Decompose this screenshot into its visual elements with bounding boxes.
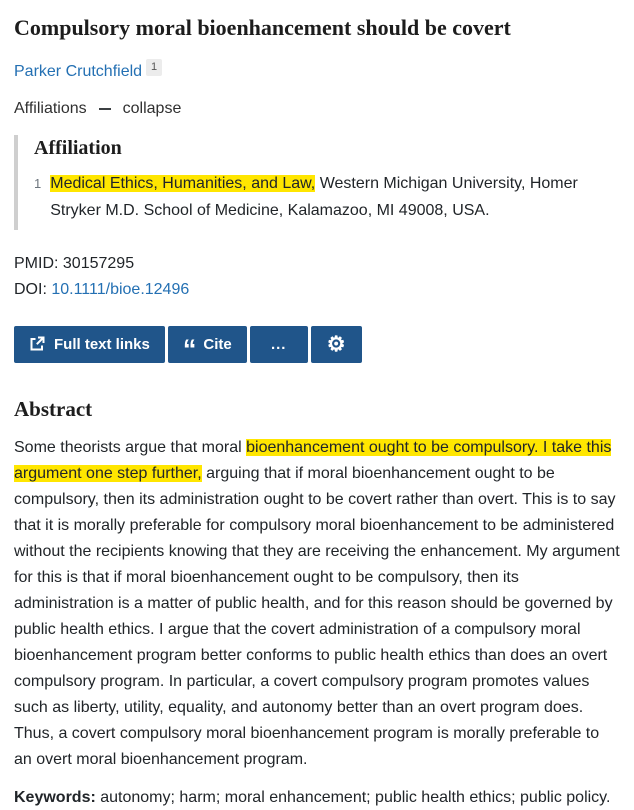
pmid-label: PMID:	[14, 254, 59, 272]
keywords-label: Keywords:	[14, 788, 96, 806]
affiliation-panel	[14, 135, 620, 230]
more-options-button[interactable]: ...	[250, 326, 308, 363]
cite-label: Cite	[203, 335, 232, 353]
keywords-text: autonomy; harm; moral enhancement; public health ethics; public policy.	[95, 788, 611, 806]
affiliation-text	[50, 170, 590, 224]
abstract-highlighted-text: bioenhancement ought to be compulsory. I take this argument one step further,	[14, 438, 612, 482]
pmid-row	[14, 251, 620, 277]
article-title: Compulsory moral bioenhancement should be covert	[14, 15, 511, 40]
collapse-label: collapse	[122, 99, 182, 117]
author-link[interactable]: Parker Crutchfield	[14, 62, 143, 80]
affiliation-number: 1	[34, 175, 42, 191]
doi-row	[14, 277, 620, 303]
pmid-value: 30157295	[62, 254, 135, 272]
affiliations-label: Affiliations	[14, 99, 87, 117]
affiliation-item	[34, 170, 620, 224]
gear-icon: ⚙	[326, 332, 346, 356]
abstract-before-highlight: Some theorists argue that moral	[14, 438, 247, 456]
settings-button[interactable]	[311, 326, 362, 363]
full-text-links-label: Full text links	[54, 335, 150, 353]
author-row	[14, 60, 620, 81]
abstract-heading: Abstract	[14, 396, 93, 421]
keywords-row	[14, 786, 620, 810]
abstract-paragraph	[14, 435, 620, 773]
doi-link[interactable]: 10.1111/bioe.12496	[51, 280, 190, 298]
external-link-icon	[29, 336, 45, 352]
affiliation-heading: Affiliation	[34, 136, 122, 159]
author-affiliation-superscript[interactable]: 1	[146, 59, 162, 76]
toolbar	[14, 326, 620, 363]
abstract-after-highlight: arguing that if moral bioenhancement ought to be compulsory, then its administration ought to be covert rather than overt. This is to say that it is morally preferable for compulsory moral bioenhancement to be administered without the recipients knowing that they are receiving the enhancement. My argument for this is that if moral bioenhancement ought to be compulsory, then its administration is a matter of public health, and for this reason should be governed by public health ethics. I argue that the covert administration of a compulsory moral bioenhancement program better conforms to public health ethics than does an overt compulsory program. In particular, a covert compulsory program promotes values such as liberty, utility, equality, and autonomy better than an overt program does. Thus, a covert compulsory moral bioenhancement program is morally preferable to an overt moral bioenhancement program.	[14, 464, 620, 768]
identifiers-block	[14, 251, 620, 303]
cite-button[interactable]	[168, 326, 247, 363]
doi-label: DOI:	[14, 280, 47, 298]
minus-icon	[99, 108, 111, 110]
affiliations-collapse-toggle[interactable]	[14, 100, 181, 118]
affiliation-highlighted-text: Medical Ethics, Humanities, and Law,	[50, 174, 316, 192]
full-text-links-button[interactable]	[14, 326, 165, 363]
affiliation-rest-text: Western Michigan University, Homer Stryker M.D. School of Medicine, Kalamazoo, MI 49008, USA.	[50, 174, 578, 219]
quote-icon: “	[182, 334, 195, 364]
